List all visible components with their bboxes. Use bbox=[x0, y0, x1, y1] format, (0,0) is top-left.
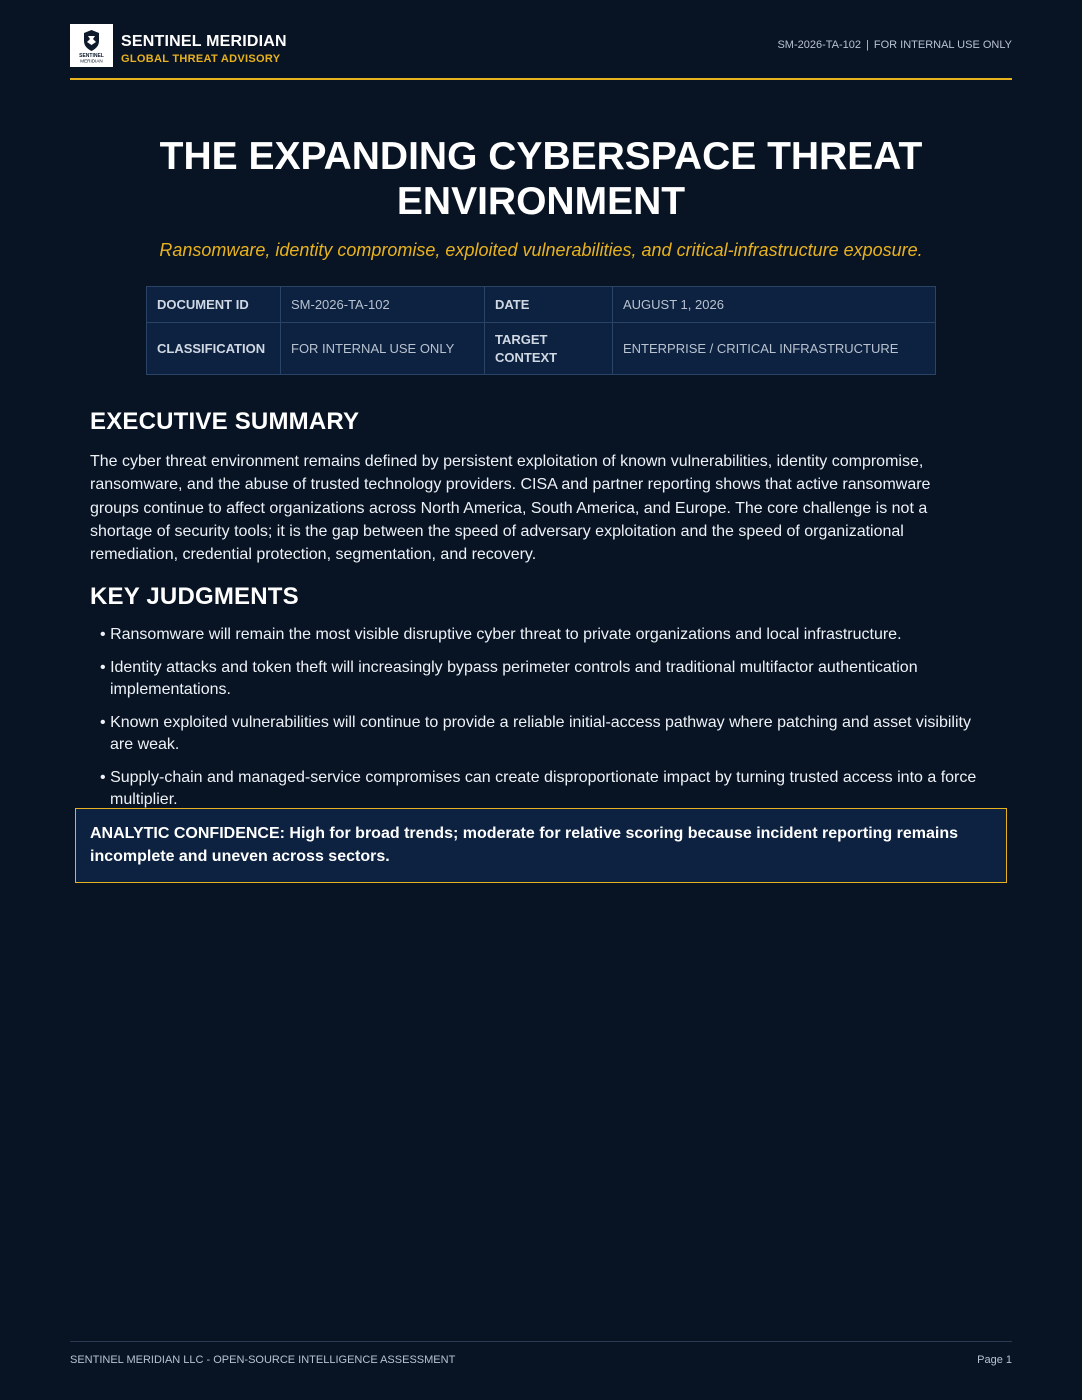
header-separator: | bbox=[866, 39, 869, 51]
table-row bbox=[147, 287, 936, 323]
page-title: THE EXPANDING CYBERSPACE THREAT ENVIRONMENT bbox=[159, 135, 923, 223]
target-context-label: TARGET CONTEXT bbox=[485, 323, 613, 375]
page-subtitle: Ransomware, identity compromise, exploited vulnerabilities, and critical-infrastructure exposure. bbox=[159, 240, 923, 260]
svg-text:SENTINEL: SENTINEL bbox=[79, 53, 104, 59]
sentinel-meridian-logo bbox=[70, 24, 113, 67]
analytic-confidence-callout: ANALYTIC CONFIDENCE: High for broad trends; moderate for relative scoring because incident reporting remains incomplete and uneven across sectors. bbox=[75, 808, 1007, 883]
brand-name: SENTINEL MERIDIAN bbox=[121, 33, 287, 50]
bullet: • bbox=[100, 658, 106, 676]
bullet: • bbox=[100, 768, 106, 786]
document-metadata-table bbox=[146, 286, 936, 375]
svg-text:MERIDIAN: MERIDIAN bbox=[80, 58, 103, 64]
bullet: • bbox=[100, 626, 106, 643]
page-number: Page 1 bbox=[977, 1354, 1012, 1366]
list-item bbox=[98, 657, 998, 702]
date-label: DATE bbox=[485, 287, 613, 323]
list-item bbox=[98, 624, 998, 646]
page-header bbox=[70, 24, 1012, 80]
bullet: • bbox=[100, 713, 106, 731]
executive-summary-text: The cyber threat environment remains defined by persistent exploitation of known vulnerabilities, identity compromise, ransomware, and the abuse of trusted technology providers. CISA and partner reporting shows that active ransomware groups continue to affect organizations across North America, South America, and Europe. The core challenge is not a shortage of security tools; it is the gap between the speed of adversary exploitation and the speed of organizational remediation, credential protection, segmentation, and recovery. bbox=[90, 453, 931, 564]
judgment-text: Identity attacks and token theft will increasingly bypass perimeter controls and traditional multifactor authentication implementations. bbox=[110, 658, 918, 699]
footer-organization: SENTINEL MERIDIAN LLC - OPEN-SOURCE INTELLIGENCE ASSESSMENT bbox=[70, 1354, 456, 1366]
target-context-value: ENTERPRISE / CRITICAL INFRASTRUCTURE bbox=[613, 323, 936, 375]
footer-divider bbox=[70, 1341, 1012, 1342]
table-row bbox=[147, 323, 936, 375]
list-item bbox=[98, 712, 998, 757]
list-item bbox=[98, 767, 998, 812]
classification-label: CLASSIFICATION bbox=[147, 323, 281, 375]
key-judgments-heading: KEY JUDGMENTS bbox=[90, 583, 299, 610]
executive-summary-heading: EXECUTIVE SUMMARY bbox=[90, 408, 360, 435]
brand-subtitle: GLOBAL THREAT ADVISORY bbox=[121, 53, 281, 65]
classification-value: FOR INTERNAL USE ONLY bbox=[281, 323, 485, 375]
doc-id-label: DOCUMENT ID bbox=[147, 287, 281, 323]
header-doc-id: SM-2026-TA-102 bbox=[777, 39, 861, 51]
header-doc-ref bbox=[777, 39, 1012, 51]
judgment-text: Supply-chain and managed-service compromises can create disproportionate impact by turning trusted access into a force multiplier. bbox=[110, 768, 977, 809]
header-classification: FOR INTERNAL USE ONLY bbox=[873, 39, 1012, 51]
key-judgments-list bbox=[98, 624, 998, 822]
doc-id-value: SM-2026-TA-102 bbox=[281, 287, 485, 323]
judgment-text: Ransomware will remain the most visible disruptive cyber threat to private organizations and local infrastructure. bbox=[110, 626, 902, 643]
date-value: AUGUST 1, 2026 bbox=[613, 287, 936, 323]
judgment-text: Known exploited vulnerabilities will continue to provide a reliable initial-access pathway where patching and asset visibility are weak. bbox=[110, 713, 971, 754]
